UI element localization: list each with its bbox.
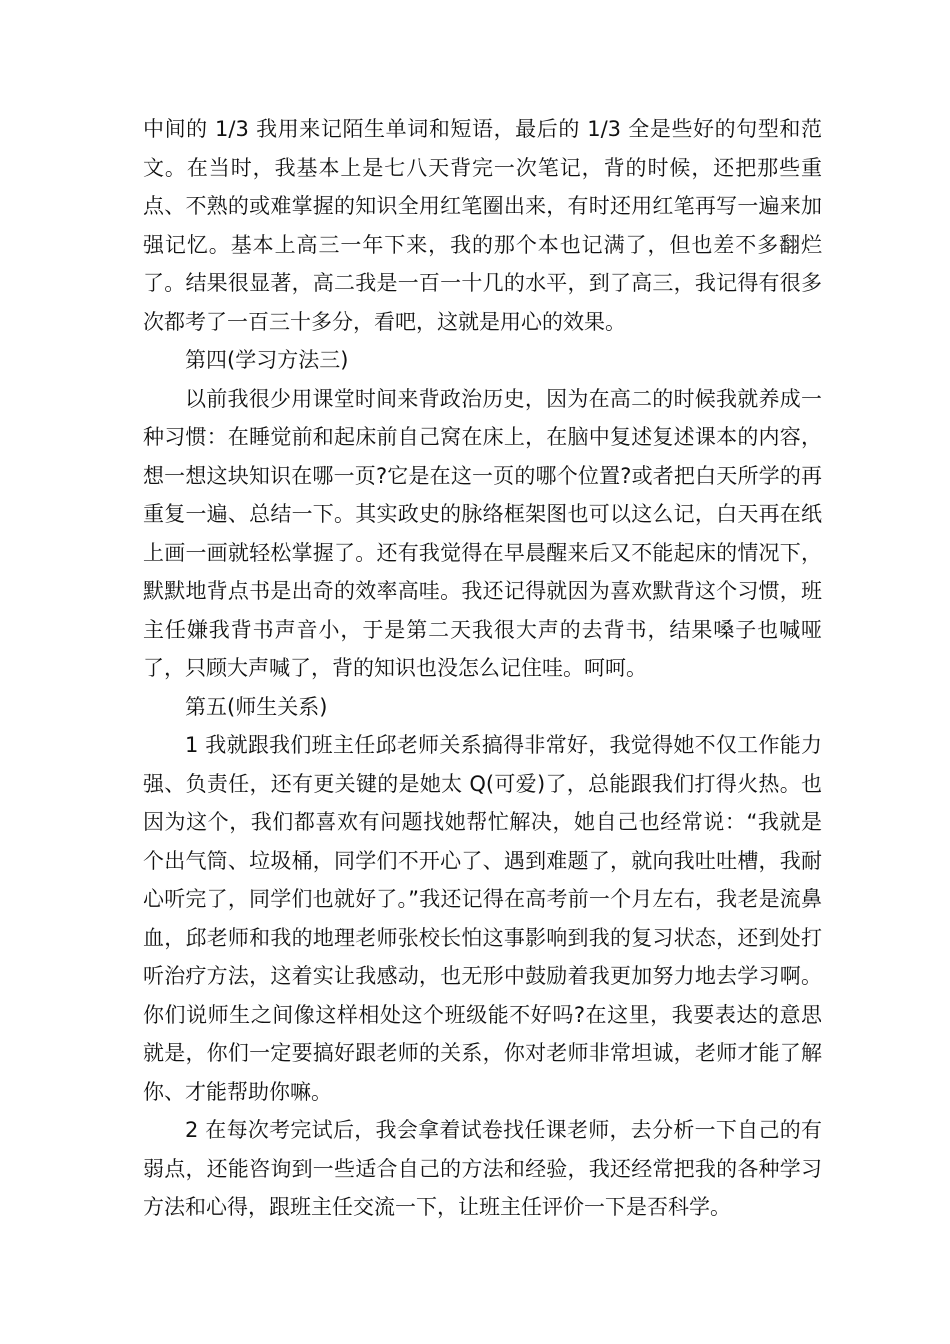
paragraph-notes-continuation: 中间的 1/3 我用来记陌生单词和短语，最后的 1/3 全是些好的句型和范文。在当时，我基本上是七八天背完一次笔记，背的时候，还把那些重点、不熟的或难掌握的知识全用红笔圈出来，有时还用红笔再写一遍来加强记忆。基本上高三一年下来，我的那个本也记满了，但也差不多翻烂了。结果很显著，高二我是一百一十几的水平，到了高三，我记得有很多次都考了一百三十多分，看吧，这就是用心的效果。 [143,117,822,334]
paragraph-teacher-relations-1: 1 我就跟我们班主任邱老师关系搞得非常好，我觉得她不仅工作能力强、负责任，还有更关键的是她太 Q(可爱)了，总能跟我们打得火热。也因为这个，我们都喜欢有问题找她帮忙解决，她自己也经常说：“我就是个出气筒、垃圾桶，同学们不开心了、遇到难题了，就向我吐吐槽，我耐心听完了，同学们也就好了。”我还记得在高考前一个月左右，我老是流鼻血，邱老师和我的地理老师张校长怕这事影响到我的复习状态，还到处打听治疗方法，这着实让我感动，也无形中鼓励着我更加努力地去学习啊。你们说师生之间像这样相处这个班级能不好吗?在这里，我要表达的意思就是，你们一定要搞好跟老师的关系，你对老师非常坦诚，老师才能了解你、才能帮助你嘛。 [143,733,822,1104]
paragraph-teacher-relations-2: 2 在每次考完试后，我会拿着试卷找任课老师，去分析一下自己的有弱点，还能咨询到一些适合自己的方法和经验，我还经常把我的各种学习方法和心得，跟班主任交流一下，让班主任评价一下是否科学。 [143,1118,822,1219]
paragraph-method-three: 以前我很少用课堂时间来背政治历史，因为在高二的时候我就养成一种习惯：在睡觉前和起床前自己窝在床上，在脑中复述复述课本的内容，想一想这块知识在哪一页?它是在这一页的哪个位置?或者把白天所学的再重复一遍、总结一下。其实政史的脉络框架图也可以这么记，白天再在纸上画一画就轻松掌握了。还有我觉得在早晨醒来后又不能起床的情况下，默默地背点书是出奇的效率高哇。我还记得就因为喜欢默背这个习惯，班主任嫌我背书声音小，于是第二天我很大声的去背书，结果嗓子也喊哑了，只顾大声喊了，背的知识也没怎么记住哇。呵呵。 [143,386,822,680]
heading-teacher-relations: 第五(师生关系) [185,694,328,719]
heading-method-three: 第四(学习方法三) [185,348,349,372]
